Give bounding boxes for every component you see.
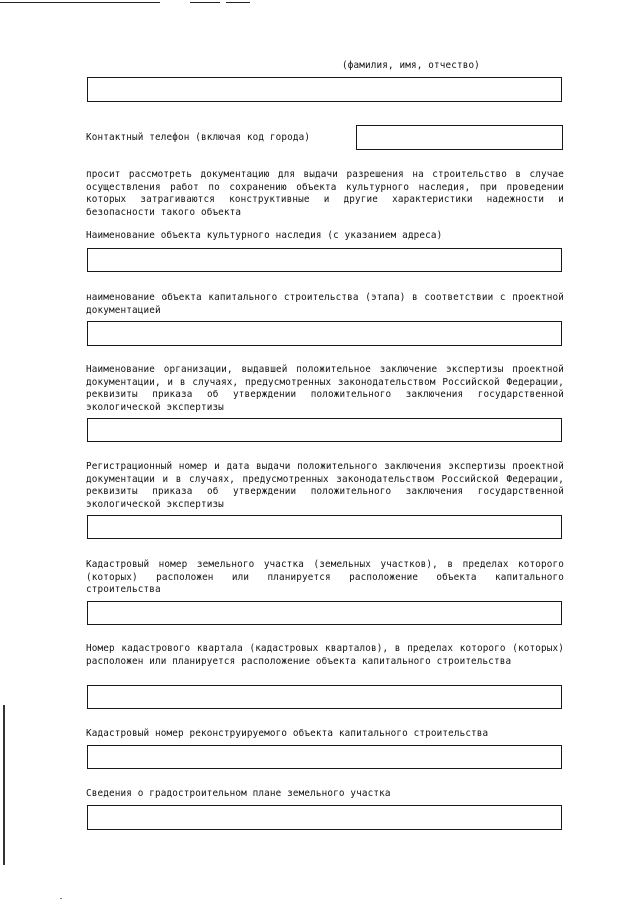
land-cadastral-number-label: Кадастровый номер земельного участка (земельных участков), в пределах которого (которых) расположен или планируется расположение объекта капитального строительства [86, 559, 564, 595]
construction-object-field[interactable] [87, 321, 562, 346]
request-text: просит рассмотреть документацию для выдачи разрешения на строительство в случае осуществления работ по сохранению объекта культурного наследия, при проведении которых затрагиваются конструктивные и другие характеристики надежности и безопасности такого объекта [86, 169, 564, 218]
heritage-object-label: Наименование объекта культурного наследия (с указанием адреса) [86, 230, 443, 241]
expert-conclusion-number-label: Регистрационный номер и дата выдачи положительного заключения экспертизы проектной документации и в случаях, предусмотренных законодательством Российской Федерации, реквизиты приказа об утверждении положительного заключения государственной экологической экспертизы [86, 461, 564, 510]
expert-conclusion-number-field[interactable] [87, 515, 562, 539]
expert-organization-field[interactable] [87, 418, 562, 442]
top-rule-right [226, 2, 250, 3]
urban-plan-field[interactable] [87, 805, 562, 830]
phone-field[interactable] [356, 125, 563, 150]
reconstructed-object-field[interactable] [87, 745, 562, 769]
reconstructed-object-label: Кадастровый номер реконструируемого объекта капитального строительства [86, 728, 489, 739]
cadastral-quarter-label: Номер кадастрового квартала (кадастровых кварталов), в пределах которого (которых) расположен или планируется расположение объекта капитального строительства [86, 643, 564, 667]
left-edge-mark [3, 705, 5, 865]
top-rule-left [0, 2, 160, 3]
phone-label: Контактный телефон (включая код города) [86, 132, 311, 143]
land-cadastral-number-field[interactable] [87, 601, 562, 625]
top-rule-mid [190, 2, 220, 3]
scan-speck [60, 898, 62, 899]
construction-object-label: наименование объекта капитального строительства (этапа) в соответствии с проектной документацией [86, 292, 564, 316]
fio-caption: (фамилия, имя, отчество) [342, 60, 480, 71]
expert-organization-label: Наименование организации, выдавшей положительное заключение экспертизы проектной документации, и в случаях, предусмотренных законодательством Российской Федерации, реквизиты приказа об утверждении положительного заключения государственной экологической экспертизы [86, 364, 564, 413]
urban-plan-label: Сведения о градостроительном плане земельного участка [86, 788, 391, 799]
fio-field[interactable] [87, 77, 562, 102]
heritage-object-field[interactable] [87, 248, 562, 272]
cadastral-quarter-field[interactable] [87, 685, 562, 709]
